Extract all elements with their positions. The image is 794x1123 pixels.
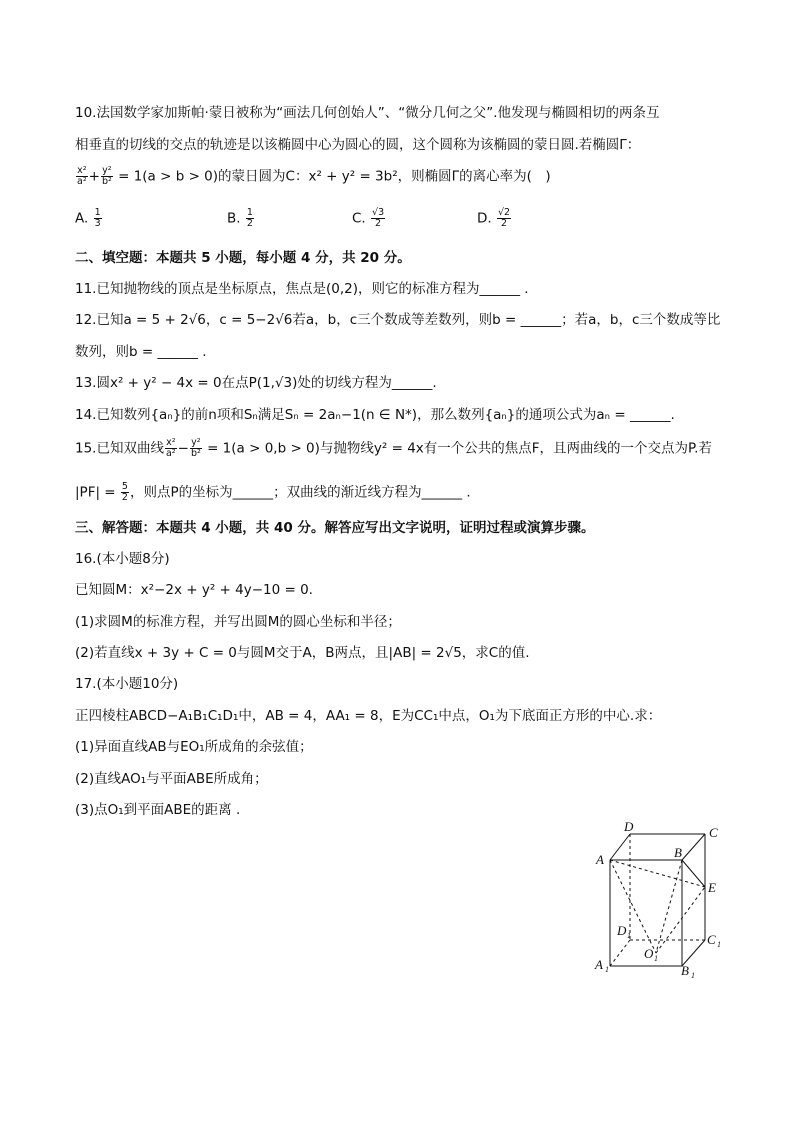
- section3-title: 三、解答题：本题共 4 小题，共 40 分。解答应写出文字说明，证明过程或演算步骤。: [75, 520, 595, 536]
- svg-text:1: 1: [717, 940, 721, 949]
- q16-given: 已知圆M：x²−2x + y² + 4y−10 = 0.: [75, 582, 313, 598]
- choice-d: D. $\frac{√2}{2}$: [477, 207, 511, 229]
- q17-part2: (2)直线AO₁与平面ABE所成角；: [75, 771, 268, 787]
- q10-line3: $\frac{\text{x²}}{\text{a²}}$ + $\frac{\text{y²}}{\text{b²}}$ = 1(a > b > 0)的蒙日圆为C：x² + y² = 3b²，则椭圆Γ的离心率为( ): [77, 165, 551, 187]
- q11: 11.已知抛物线的顶点是坐标原点，焦点是(0,2)，则它的标准方程为______ .: [75, 281, 529, 297]
- q10-line2: 相垂直的切线的交点的轨迹是以该椭圆中心为圆心的圆，这个圆称为该椭圆的蒙日圆.若椭圆Γ：: [75, 137, 641, 153]
- svg-text:1: 1: [691, 971, 695, 980]
- frac-x2-a2: $\frac{\text{x²}}{\text{a²}}$: [77, 165, 87, 187]
- svg-text:1: 1: [627, 931, 631, 940]
- q17-part1: (1)异面直线AB与EO₁所成角的余弦值；: [75, 739, 313, 755]
- q16-part1: (1)求圆M的标准方程，并写出圆M的圆心坐标和半径；: [75, 614, 401, 630]
- label-A: A: [596, 852, 604, 867]
- label-C1: C: [707, 932, 716, 947]
- q16-head: 16.(本小题8分): [75, 551, 170, 567]
- q14: 14.已知数列{aₙ}的前n项和Sₙ满足Sₙ = 2aₙ−1(n ∈ N*)，那么数列{aₙ}的通项公式为aₙ = ______.: [75, 407, 675, 423]
- q17-given: 正四棱柱ABCD−A₁B₁C₁D₁中，AB = 4，AA₁ = 8，E为CC₁中点，O₁为下底面正方形的中心.求：: [75, 708, 662, 724]
- label-B1: B: [681, 963, 689, 978]
- choice-c: C. $\frac{√3}{2}$: [352, 207, 385, 229]
- prism-figure: [585, 818, 735, 983]
- prism-hidden-edges: [610, 834, 705, 966]
- label-O1: O: [644, 946, 654, 961]
- subscript-ones: [605, 931, 721, 980]
- prism-solid-diagonals: [682, 860, 705, 887]
- q12-line1: 12.已知a = 5 + 2√6，c = 5−2√6若a，b，c三个数成等差数列，则b = ______；若a，b，c三个数成等比: [75, 312, 721, 328]
- label-B: B: [674, 845, 682, 860]
- q17-part3: (3)点O₁到平面ABE的距离 .: [75, 802, 241, 818]
- label-C: C: [709, 825, 718, 840]
- frac-y2-b2: $\frac{\text{y²}}{\text{b²}}$: [101, 165, 112, 187]
- svg-text:1: 1: [605, 965, 609, 974]
- q15-line1: 15.已知双曲线 $\frac{\text{x²}}{\text{a²}}$ − $\frac{\text{y²}}{\text{b²}}$ = 1(a > 0,b > 0)与抛物线y² = 4x有一个公共的焦点F，且两曲线的一个交点为P.若: [75, 437, 712, 459]
- label-A1: A: [595, 957, 603, 972]
- q10-choices: [75, 208, 735, 232]
- label-D1: D: [617, 923, 627, 938]
- svg-text:1: 1: [654, 954, 658, 963]
- label-D: D: [624, 819, 634, 834]
- q15-line2: |PF| = $\frac{5}{2}$ ，则点P的坐标为______；双曲线的渐近线方程为______ .: [75, 481, 471, 503]
- prism-edges: [610, 834, 705, 966]
- choice-b: B. $\frac{1}{2}$: [227, 207, 253, 229]
- q16-part2: (2)若直线x + 3y + C = 0与圆M交于A，B两点，且|AB| = 2√5，求C的值.: [75, 645, 530, 661]
- label-E: E: [708, 880, 716, 895]
- choice-a: A. $\frac{1}{3}$: [75, 207, 101, 229]
- q12-line2: 数列，则b = ______ .: [75, 344, 207, 360]
- section2-title: 二、填空题：本题共 5 小题，每小题 4 分，共 20 分。: [75, 250, 411, 266]
- q17-head: 17.(本小题10分): [75, 676, 179, 692]
- q13: 13.圆x² + y² − 4x = 0在点P(1,√3)处的切线方程为______.: [75, 375, 437, 391]
- q10-line1: 10.法国数学家加斯帕·蒙日被称为“画法几何创始人”、“微分几何之父”.他发现与椭圆相切的两条互: [75, 105, 660, 121]
